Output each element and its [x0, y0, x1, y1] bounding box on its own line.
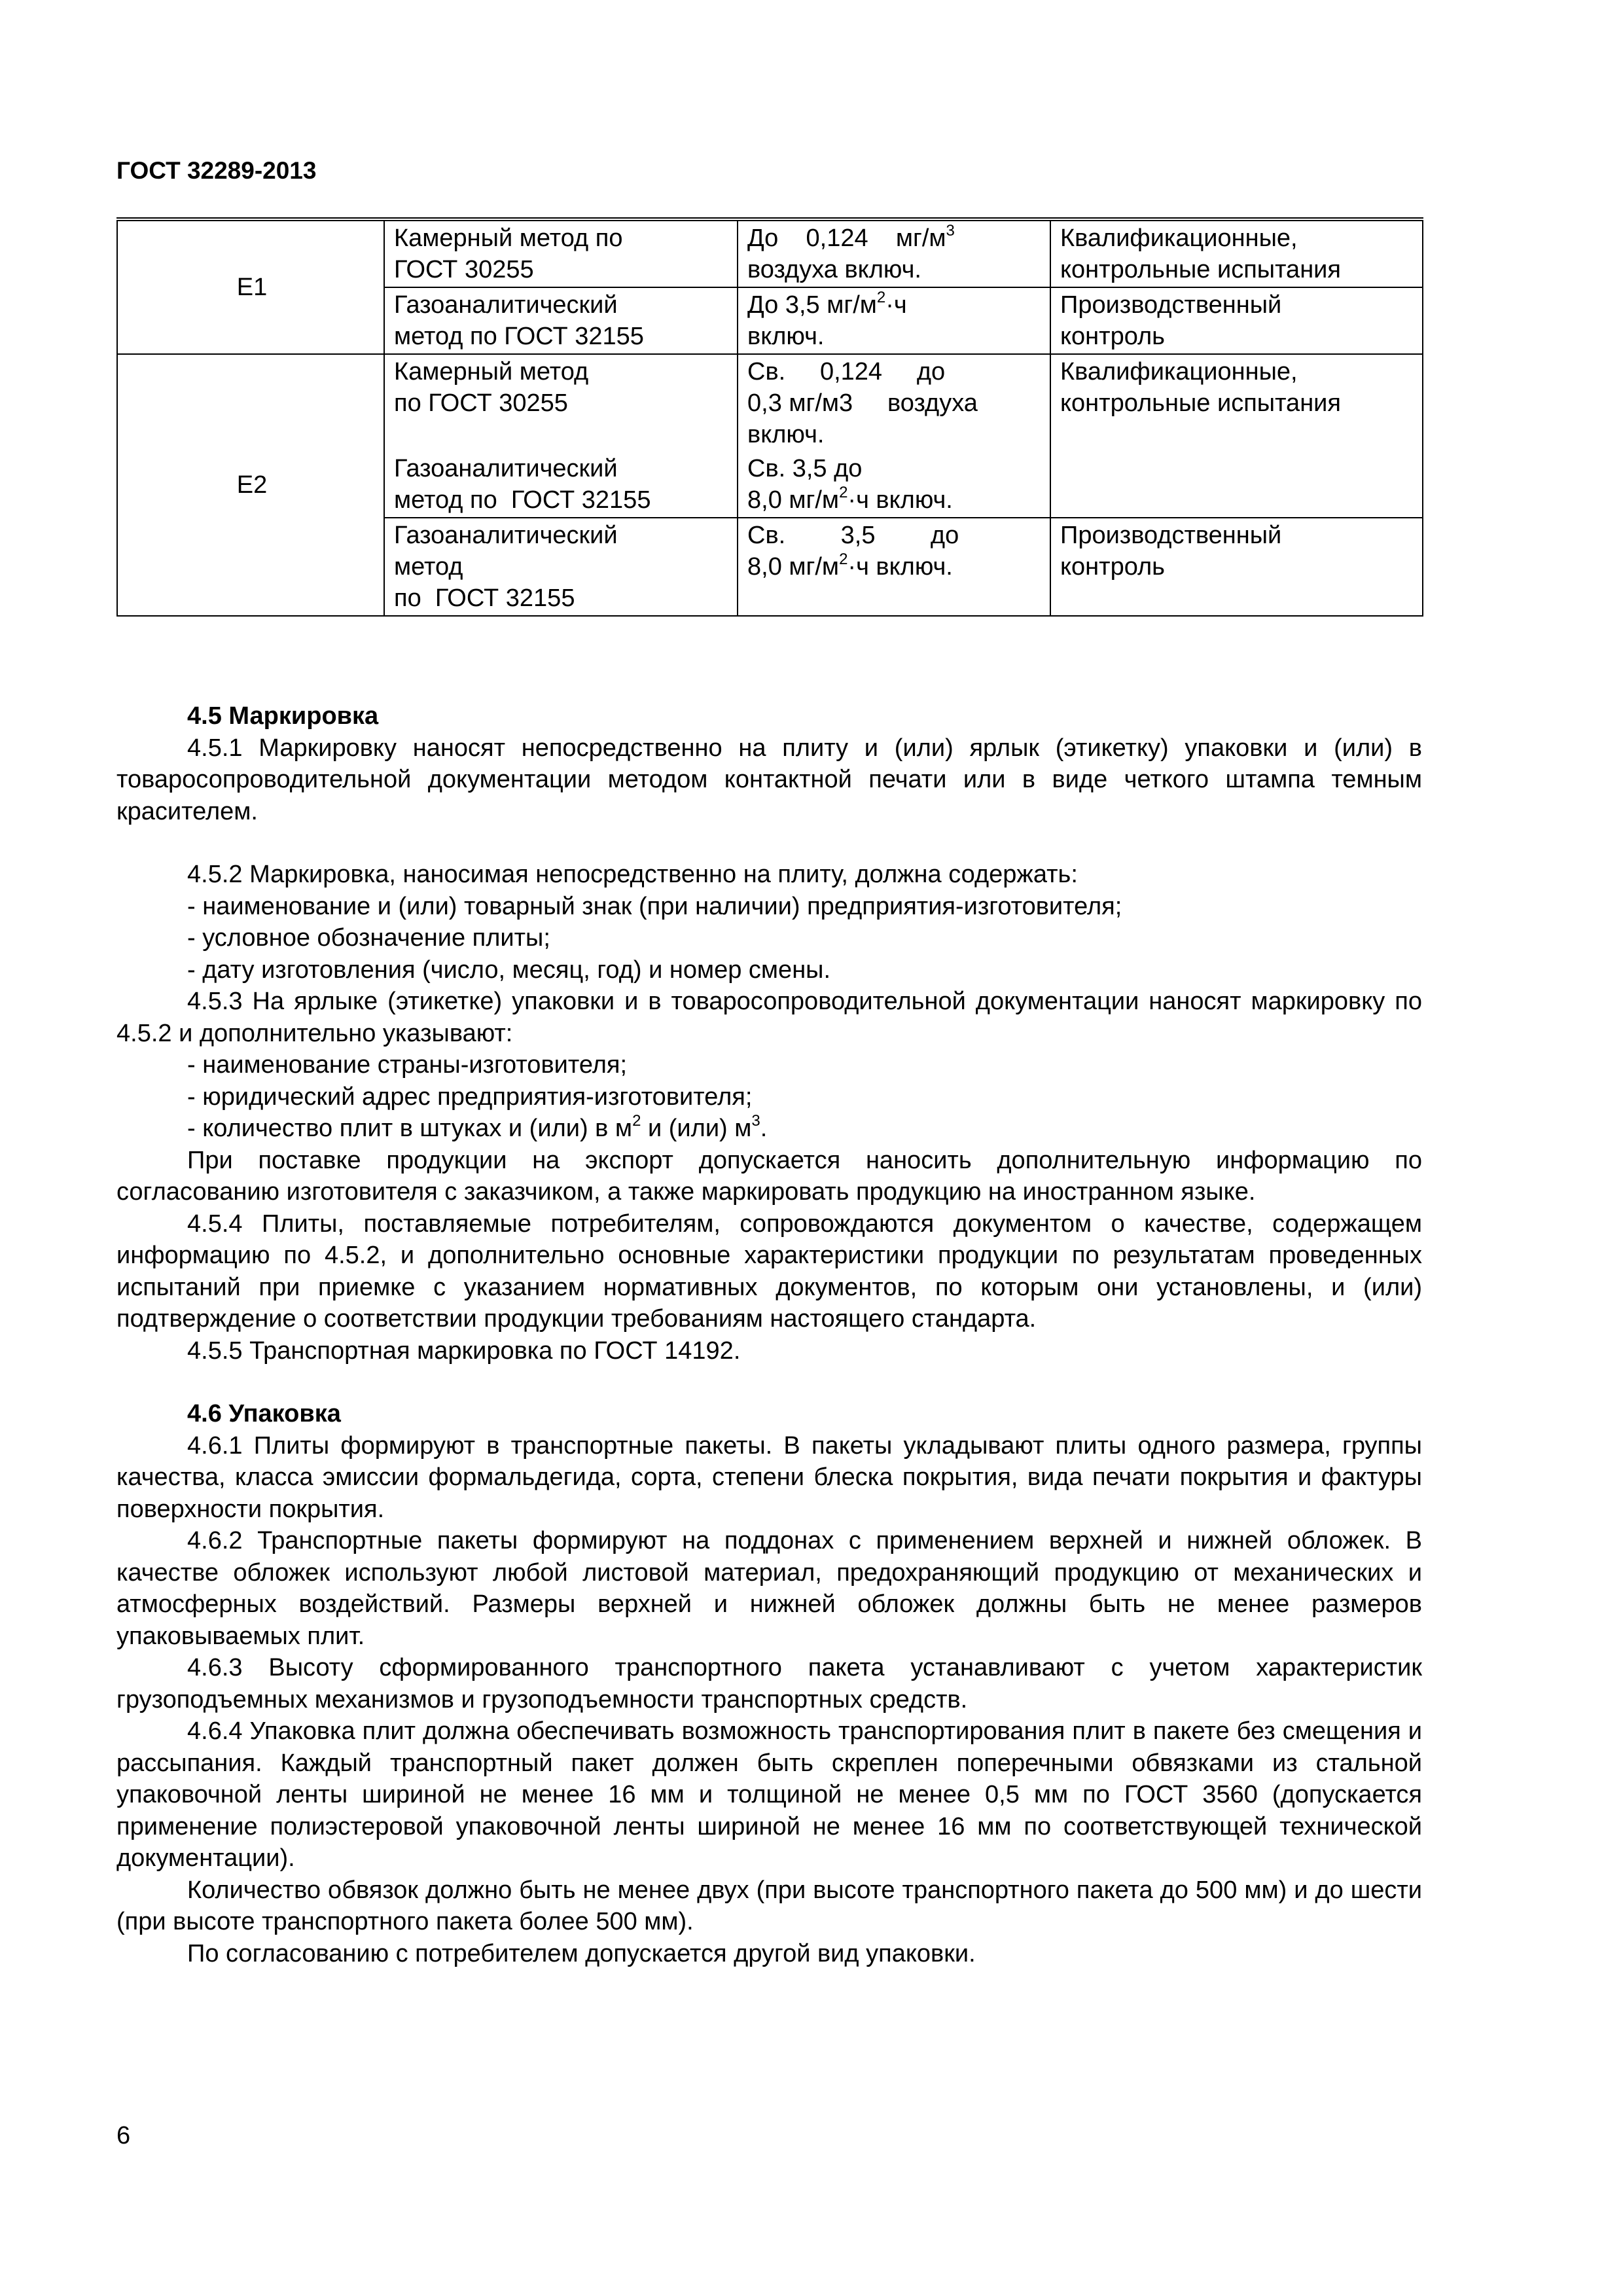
limit-cell: Св. 3,5 до 8,0 $мг/м^2\cdot ч$ включ. — [738, 518, 1050, 616]
paragraph: По согласованию с потребителем допускается другой вид упаковки. — [187, 1939, 976, 1967]
list-item: - наименование и (или) товарный знак (при наличии) предприятия-изготовителя; — [187, 892, 1122, 920]
limit-cell: Св. 0,124 до 0,3 мг/м3 воздуха включ. — [738, 354, 1050, 452]
method-cell: Газоаналитический метод по ГОСТ 32155 — [384, 518, 738, 616]
document-body — [116, 700, 1422, 1969]
test-cell: Производственный контроль — [1050, 518, 1423, 616]
limit-cell: До 0,124 $мг/м^3$ воздуха включ. — [738, 219, 1050, 287]
paragraph: 4.5.1 Маркировку наносят непосредственно на плиту и (или) ярлык (этикетку) упаковки и (или) в товаросопроводительной документации методом контактной печати или в виде четкого штампа темным красителем. — [116, 734, 1422, 825]
section-heading: 4.5 Маркировка — [187, 702, 379, 730]
page-header: ГОСТ 32289-2013 — [116, 157, 317, 184]
class-cell: Е2 — [117, 354, 384, 616]
limit-cell: До 3,5 $мг/м^2\cdot ч$ включ. — [738, 287, 1050, 354]
method-cell: Газоаналитический метод по ГОСТ 32155 — [384, 287, 738, 354]
method-cell: Камерный метод по ГОСТ 30255 — [384, 219, 738, 287]
list-item: - юридический адрес предприятия-изготовителя; — [187, 1083, 753, 1111]
list-item: - дату изготовления (число, месяц, год) и номер смены. — [187, 956, 831, 984]
list-item: - условное обозначение плиты; — [187, 924, 550, 952]
section-heading: 4.6 Упаковка — [187, 1400, 341, 1427]
test-cell: Квалификационные, контрольные испытания — [1050, 219, 1423, 287]
paragraph: При поставке продукции на экспорт допускается наносить дополнительную информацию по согласованию изготовителя с заказчиком, а также маркировать продукцию на иностранном языке. — [116, 1146, 1422, 1206]
table-row — [117, 219, 1423, 287]
paragraph: 4.5.2 Маркировка, наносимая непосредственно на плиту, должна содержать: — [187, 861, 1078, 888]
test-cell: Производственный контроль — [1050, 287, 1423, 354]
emission-table — [116, 217, 1423, 617]
paragraph: 4.5.5 Транспортная маркировка по ГОСТ 14192. — [187, 1336, 741, 1365]
paragraph: 4.6.2 Транспортные пакеты формируют на поддонах с применением верхней и нижней обложек. В качестве обложек используют любой листовой материал, предохраняющий продукцию от механических и атмосферных воздействий. Размеры верхней и нижней обложек должны быть не менее размеров упаковываемых плит. — [116, 1527, 1422, 1650]
method-cell: Газоаналитический метод по ГОСТ 32155 — [384, 452, 738, 518]
list-item: - наименование страны-изготовителя; — [187, 1051, 628, 1079]
table-row — [117, 354, 1423, 452]
list-item: - количество плит в штуках и (или) в $м^2$ и (или) $м^3$. — [187, 1112, 768, 1142]
class-cell: Е1 — [117, 219, 384, 354]
paragraph: 4.6.3 Высоту сформированного транспортного пакета устанавливают с учетом характеристик грузоподъемных механизмов и грузоподъемности транспортных средств. — [116, 1654, 1422, 1713]
paragraph: 4.6.1 Плиты формируют в транспортные пакеты. В пакеты укладывают плиты одного размера, группы качества, класса эмиссии формальдегида, сорта, степени блеска покрытия, вида печати покрытия и фактуры поверхности покрытия. — [116, 1431, 1422, 1523]
paragraph: 4.5.3 На ярлыке (этикетке) упаковки и в товаросопроводительной документации наносят маркировку по 4.5.2 и дополнительно указывают: — [116, 988, 1422, 1047]
paragraph: Количество обвязок должно быть не менее двух (при высоте транспортного пакета до 500 мм) и до шести (при высоте транспортного пакета более 500 мм). — [116, 1876, 1422, 1935]
method-cell: Камерный метод по ГОСТ 30255 — [384, 354, 738, 452]
page-number: 6 — [116, 2122, 131, 2149]
limit-cell: Св. 3,5 до 8,0 $мг/м^2\cdot ч$ включ. — [738, 452, 1050, 518]
test-cell: Квалификационные, контрольные испытания — [1050, 354, 1423, 518]
paragraph: 4.6.4 Упаковка плит должна обеспечивать возможность транспортирования плит в пакете без смещения и рассыпания. Каждый транспортный пакет должен быть скреплен поперечными обвязками из стальной упаковочной ленты шириной не менее 16 мм и толщиной не менее 0,5 мм по ГОСТ 3560 (допускается применение полиэстеровой упаковочной ленты шириной не менее 16 мм по соответствующей технической документации). — [116, 1717, 1422, 1872]
paragraph: 4.5.4 Плиты, поставляемые потребителям, сопровождаются документом о качестве, содержащем информацию по 4.5.2, и дополнительно основные характеристики продукции по результатам проведенных испытаний при приемке с указанием нормативных документов, по которым они установлены, и (или) подтверждение о соответствии продукции требованиям настоящего стандарта. — [116, 1210, 1422, 1333]
